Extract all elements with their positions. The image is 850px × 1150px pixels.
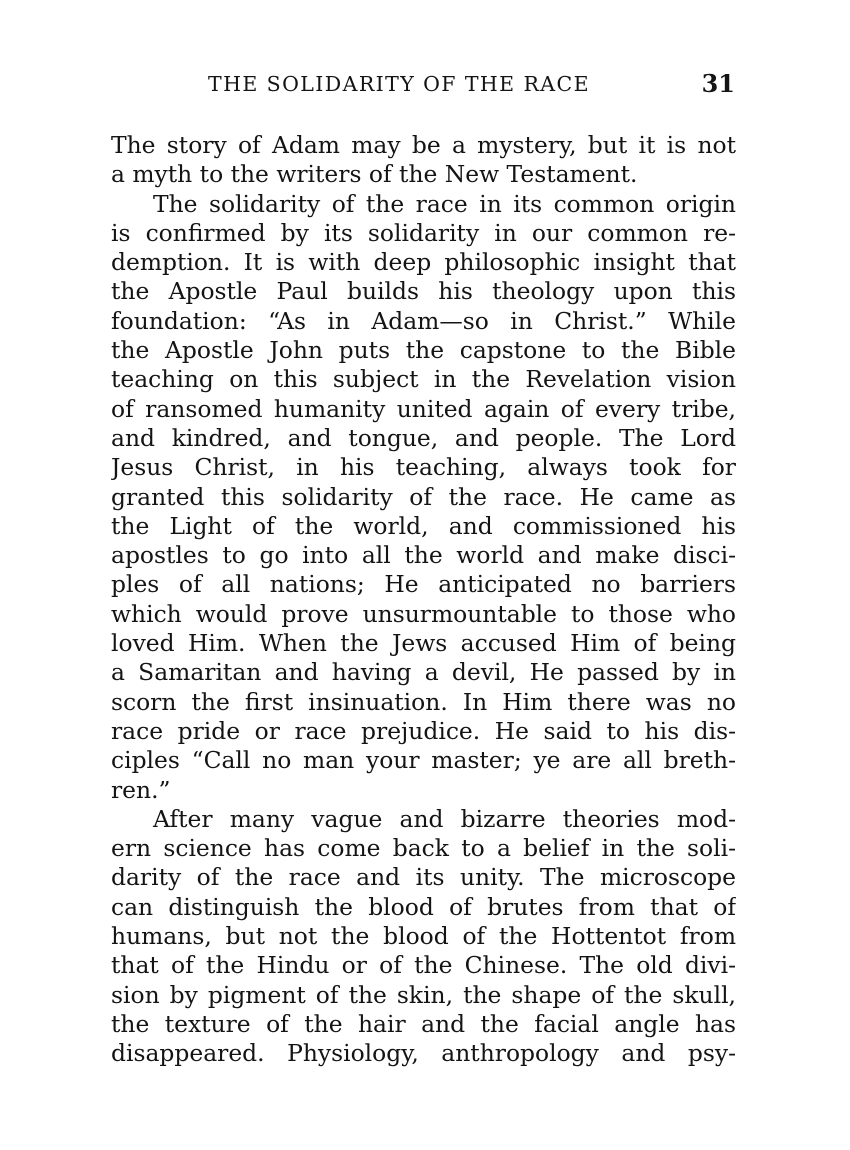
text-line: After many vague and bizarre theories mod- xyxy=(153,804,736,833)
text-line: The solidarity of the race in its common origin xyxy=(153,189,736,218)
text-line: that of the Hindu or of the Chinese. The old divi- xyxy=(111,951,736,980)
text-line: teaching on this subject in the Revelation vision xyxy=(111,365,736,394)
text-line: ciples “Call no man your master; ye are all breth- xyxy=(111,746,736,775)
running-head xyxy=(110,68,735,102)
text-line: ples of all nations; He anticipated no barriers xyxy=(111,570,736,599)
text-line: granted this solidarity of the race. He came as xyxy=(111,482,736,511)
page-number: 31 xyxy=(701,69,735,98)
text-line: demption. It is with deep philosophic insight that xyxy=(111,248,736,277)
text-line: which would prove unsurmountable to those who xyxy=(111,599,736,628)
text-line: ren.” xyxy=(111,775,171,804)
text-line: and kindred, and tongue, and people. The Lord xyxy=(111,423,736,452)
paragraph xyxy=(111,131,736,190)
text-line: loved Him. When the Jews accused Him of being xyxy=(111,629,736,658)
text-line: disappeared. Physiology, anthropology and psy- xyxy=(111,1039,736,1068)
paragraph xyxy=(111,190,736,805)
running-title: THE SOLIDARITY OF THE RACE xyxy=(208,72,590,96)
text-line: can distinguish the blood of brutes from that of xyxy=(111,892,736,921)
text-line: is confirmed by its solidarity in our common re- xyxy=(111,218,736,247)
text-line: foundation: “As in Adam—so in Christ.” While xyxy=(111,306,736,335)
paragraph xyxy=(111,805,736,1069)
text-line: Jesus Christ, in his teaching, always took for xyxy=(111,453,736,482)
text-line: the texture of the hair and the facial angle has xyxy=(111,1009,736,1038)
text-line: scorn the first insinuation. In Him there was no xyxy=(111,687,736,716)
text-line: a Samaritan and having a devil, He passed by in xyxy=(111,658,736,687)
text-line: the Apostle Paul builds his theology upon this xyxy=(111,277,736,306)
text-line: the Apostle John puts the capstone to the Bible xyxy=(111,336,736,365)
text-line: humans, but not the blood of the Hottentot from xyxy=(111,922,736,951)
text-line: darity of the race and its unity. The microscope xyxy=(111,863,736,892)
text-line: the Light of the world, and commissioned his xyxy=(111,511,736,540)
text-line: race pride or race prejudice. He said to his dis- xyxy=(111,716,736,745)
text-line: ern science has come back to a belief in the soli- xyxy=(111,834,736,863)
body-text xyxy=(111,131,736,1069)
text-line: of ransomed humanity united again of every tribe, xyxy=(111,394,736,423)
text-line: apostles to go into all the world and make disci- xyxy=(111,541,736,570)
text-line: The story of Adam may be a mystery, but it is not xyxy=(111,131,736,159)
text-line: sion by pigment of the skin, the shape of the skull, xyxy=(111,980,736,1009)
text-line: a myth to the writers of the New Testament. xyxy=(111,160,638,189)
